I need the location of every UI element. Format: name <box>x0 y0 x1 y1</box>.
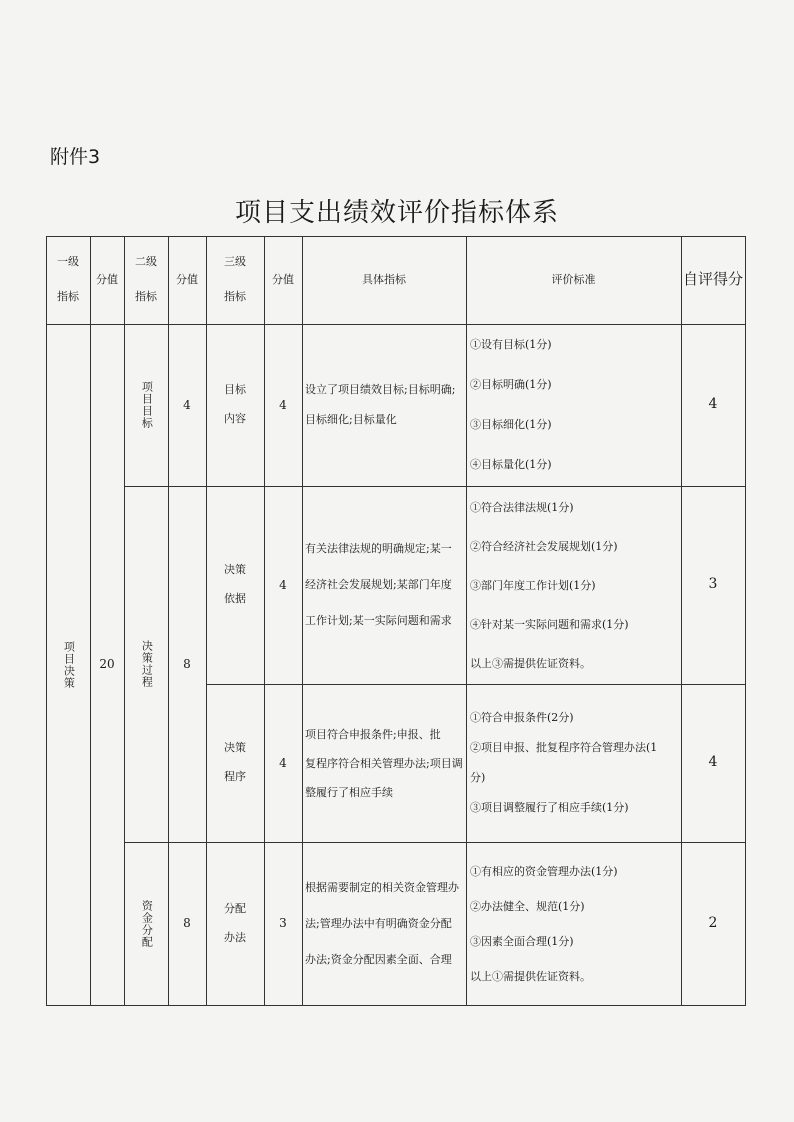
page-title: 项目支出绩效评价指标体系 <box>234 198 559 228</box>
level3-name: 决策 依据 <box>224 563 246 605</box>
level3-name: 目标 内容 <box>224 383 246 425</box>
header-level1: 一级 指标 <box>57 255 79 303</box>
level3-score: 4 <box>279 577 287 592</box>
group-name: 项目目标 <box>140 381 154 429</box>
level3-score: 4 <box>279 397 287 412</box>
header-criteria: 评价标准 <box>551 272 596 286</box>
group-name: 决策过程 <box>140 640 154 688</box>
header-level2: 二级 指标 <box>135 255 157 303</box>
header-self-score: 自评得分 <box>682 270 743 289</box>
attachment-label: 附件3 <box>50 146 101 168</box>
specific-indicator: 项目符合申报条件;申报、批 复程序符合相关管理办法;项目调 整履行了相应手续 <box>305 727 463 799</box>
level1-name: 项目决策 <box>62 640 76 689</box>
criteria-list: ①符合法律法规(1分) ②符合经济社会发展规划(1分) ③部门年度工作计划(1分) ④针对某一实际问题和需求(1分) 以上③需提供佐证资料。 <box>470 500 629 670</box>
group-name: 资金分配 <box>140 899 154 948</box>
specific-indicator: 根据需要制定的相关资金管理办 法;管理办法中有明确资金分配 办法;资金分配因素全面、合理 <box>305 880 459 966</box>
self-score: 4 <box>708 396 718 413</box>
group-score: 8 <box>183 916 191 931</box>
criteria-list: ①设有目标(1分) ②目标明确(1分) ③目标细化(1分) ④目标量化(1分) <box>470 338 552 471</box>
indicator-table <box>46 236 746 1006</box>
level1-score: 20 <box>99 657 115 672</box>
self-score: 2 <box>708 914 718 931</box>
specific-indicator: 有关法律法规的明确规定;某一 经济社会发展规划;某部门年度 工作计划;某一实际问题和需求 <box>305 542 452 627</box>
header-score-2: 分值 <box>176 272 198 286</box>
group-score: 8 <box>183 656 191 671</box>
specific-indicator: 设立了项目绩效目标;目标明确; 目标细化;目标量化 <box>305 383 456 426</box>
level3-name: 分配 办法 <box>224 901 246 944</box>
level3-name: 决策 程序 <box>224 741 246 783</box>
level3-score: 3 <box>279 916 287 931</box>
header-score-3: 分值 <box>272 272 294 286</box>
group-score: 4 <box>183 397 191 412</box>
level3-score: 4 <box>279 755 287 770</box>
header-score: 分值 <box>96 272 118 286</box>
self-score: 3 <box>708 576 718 593</box>
criteria-list: ①符合申报条件(2分) ②项目申报、批复程序符合管理办法(1 分) ③项目调整履行了相应手续(1分) <box>470 711 658 814</box>
header-level3: 三级 指标 <box>224 255 246 303</box>
criteria-list: ①有相应的资金管理办法(1分) ②办法健全、规范(1分) ③因素全面合理(1分) 以上①需提供佐证资料。 <box>470 864 618 983</box>
self-score: 4 <box>708 754 718 771</box>
header-specific: 具体指标 <box>362 272 406 286</box>
